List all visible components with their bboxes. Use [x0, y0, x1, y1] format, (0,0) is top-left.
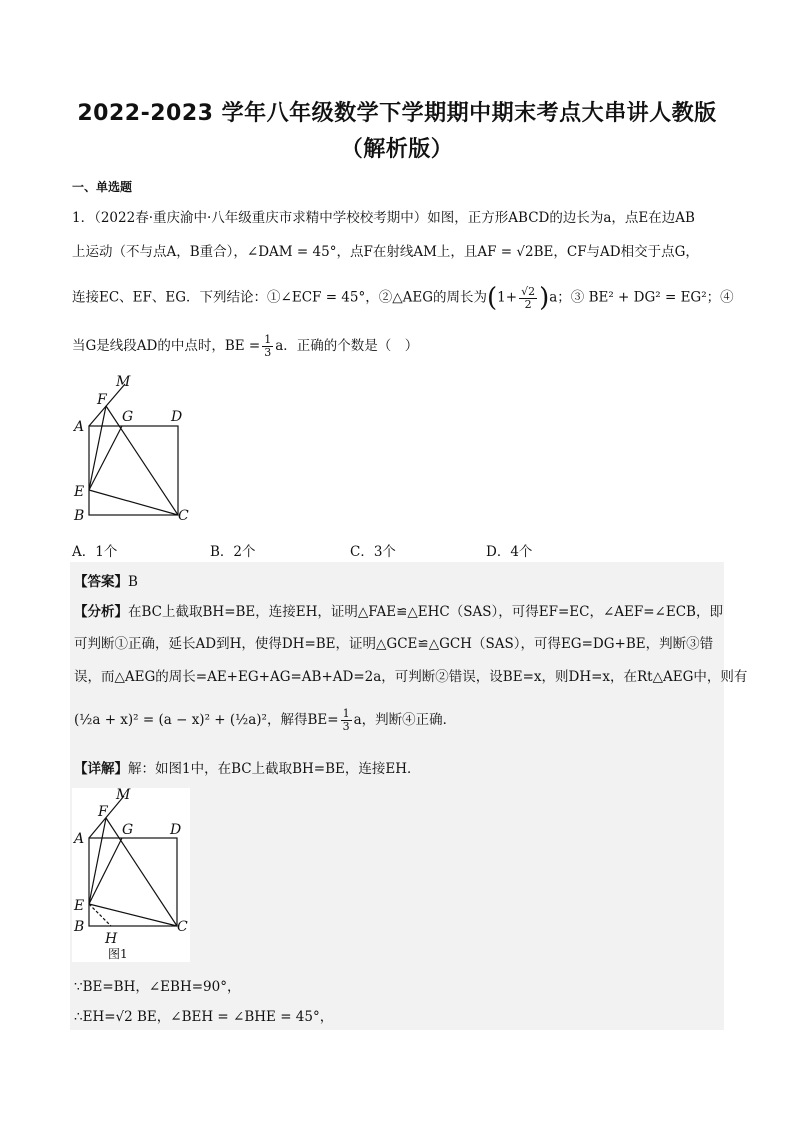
title-line-1: 2022-2023 学年八年级数学下学期期中期末考点大串讲人教版 [77, 101, 717, 126]
answer-label: 【答案】 [74, 574, 128, 590]
label-b: B [74, 919, 85, 935]
fraction-denominator: 3 [342, 720, 350, 733]
fraction-numerator: √2 [521, 284, 536, 298]
square-abcd [89, 838, 177, 926]
label-g: G [122, 409, 134, 425]
segment-fe [89, 406, 106, 490]
segment-eg [89, 838, 122, 904]
geometry-figure [70, 372, 200, 528]
label-a: A [74, 831, 85, 847]
question-line-4-b: a．正确的个数是（ ） [275, 338, 419, 354]
label-a: A [74, 419, 85, 435]
detail-line-2: ∵BE=BH，∠EBH=90°， [74, 979, 241, 995]
question-line-1: 1．（2022春·重庆渝中·八年级重庆市求精中学校校考期中）如图，正方形ABCD的边长为a，点E在边AB [72, 210, 695, 226]
fraction-numerator: 1 [264, 333, 272, 346]
detail-line-3: ∴EH=√2 BE，∠BEH = ∠BHE = 45°， [74, 1009, 334, 1025]
label-d: D [171, 409, 183, 425]
segment-eg [89, 426, 122, 490]
analysis-text-4b: ，解得BE= [266, 712, 339, 728]
title-line-2: （解析版） [340, 137, 454, 162]
label-g: G [122, 822, 134, 838]
label-e: E [74, 484, 85, 500]
option-d[interactable]: D．4个 [486, 544, 533, 560]
analysis-line-2: 可判断①正确，延长AD到H，使得DH=BE，证明△GCE≌△GCH（SAS），可得EG=DG+BE，判断③错 [74, 636, 714, 652]
fraction-1-over-3 [262, 334, 273, 359]
segment-fc [106, 406, 178, 515]
document-title [0, 96, 794, 168]
analysis-text-4c: a，判断④正确． [353, 712, 457, 728]
figure-caption: 图1 [108, 947, 128, 961]
option-b[interactable]: B．2个 [210, 544, 256, 560]
fraction-denominator: 3 [264, 346, 272, 359]
detail-text-1: 解：如图1中，在BC上截取BH=BE，连接EH． [128, 761, 421, 777]
label-c: C [178, 508, 189, 524]
label-m: M [116, 788, 131, 803]
geometry-figure-1 [72, 788, 190, 962]
fraction-sqrt2-over-2 [519, 286, 537, 311]
question-line-4 [72, 334, 724, 359]
section-label: 一、单选题 [72, 180, 133, 194]
question-line-4-a: 当G是线段AD的中点时，BE = [72, 338, 261, 354]
paren-open: ( [487, 283, 498, 313]
detail-label: 【详解】 [74, 761, 128, 777]
analysis-line-1 [74, 600, 723, 620]
analysis-equation: (½a + x)² = (a − x)² + (½a)² [74, 712, 267, 728]
label-m: M [116, 374, 131, 390]
label-f: F [98, 804, 108, 820]
segment-fc [106, 818, 177, 926]
label-b: B [74, 508, 85, 524]
question-line-3-b: a；③ BE² + DG² = EG²；④ [549, 289, 734, 306]
label-h: H [105, 931, 118, 947]
label-d: D [170, 822, 182, 838]
fraction-denominator: 2 [524, 297, 532, 311]
analysis-label: 【分析】 [74, 604, 128, 620]
ray-am [89, 384, 125, 426]
analysis-text-1: 在BC上截取BH=BE，连接EH，证明△FAE≌△EHC（SAS），可得EF=EC，∠AEF=∠ECB，即 [128, 604, 723, 620]
question-line-2: 上运动（不与点A，B重合），∠DAM = 45°，点F在射线AM上，且AF = √2BE，CF与AD相交于点G， [72, 244, 699, 260]
analysis-line-4 [74, 708, 456, 733]
fraction-numerator: 1 [342, 707, 350, 720]
paren-close: ) [539, 283, 550, 313]
label-f: F [97, 392, 107, 408]
segment-fe [89, 818, 106, 904]
label-e: E [74, 898, 85, 914]
question-one-plus: 1+ [497, 289, 518, 306]
square-abcd [89, 426, 178, 515]
question-line-3-a: 连接EC、EF、EG．下列结论：①∠ECF = 45°，②△AEG的周长为 [72, 289, 487, 306]
question-line-3 [72, 283, 734, 313]
detail-line-1 [74, 757, 421, 777]
analysis-line-3: 误，而△AEG的周长=AE+EG+AG=AB+AD=2a，可判断②错误，设BE=x，则DH=x，在Rt△AEG中，则有 [74, 669, 748, 685]
segment-ec [89, 904, 177, 926]
option-c[interactable]: C．3个 [350, 544, 396, 560]
fraction-1-over-3 [341, 708, 352, 733]
label-c: C [177, 919, 188, 935]
option-a[interactable]: A．1个 [72, 544, 118, 560]
answer-line [74, 570, 138, 590]
answer-value: B [128, 574, 138, 590]
